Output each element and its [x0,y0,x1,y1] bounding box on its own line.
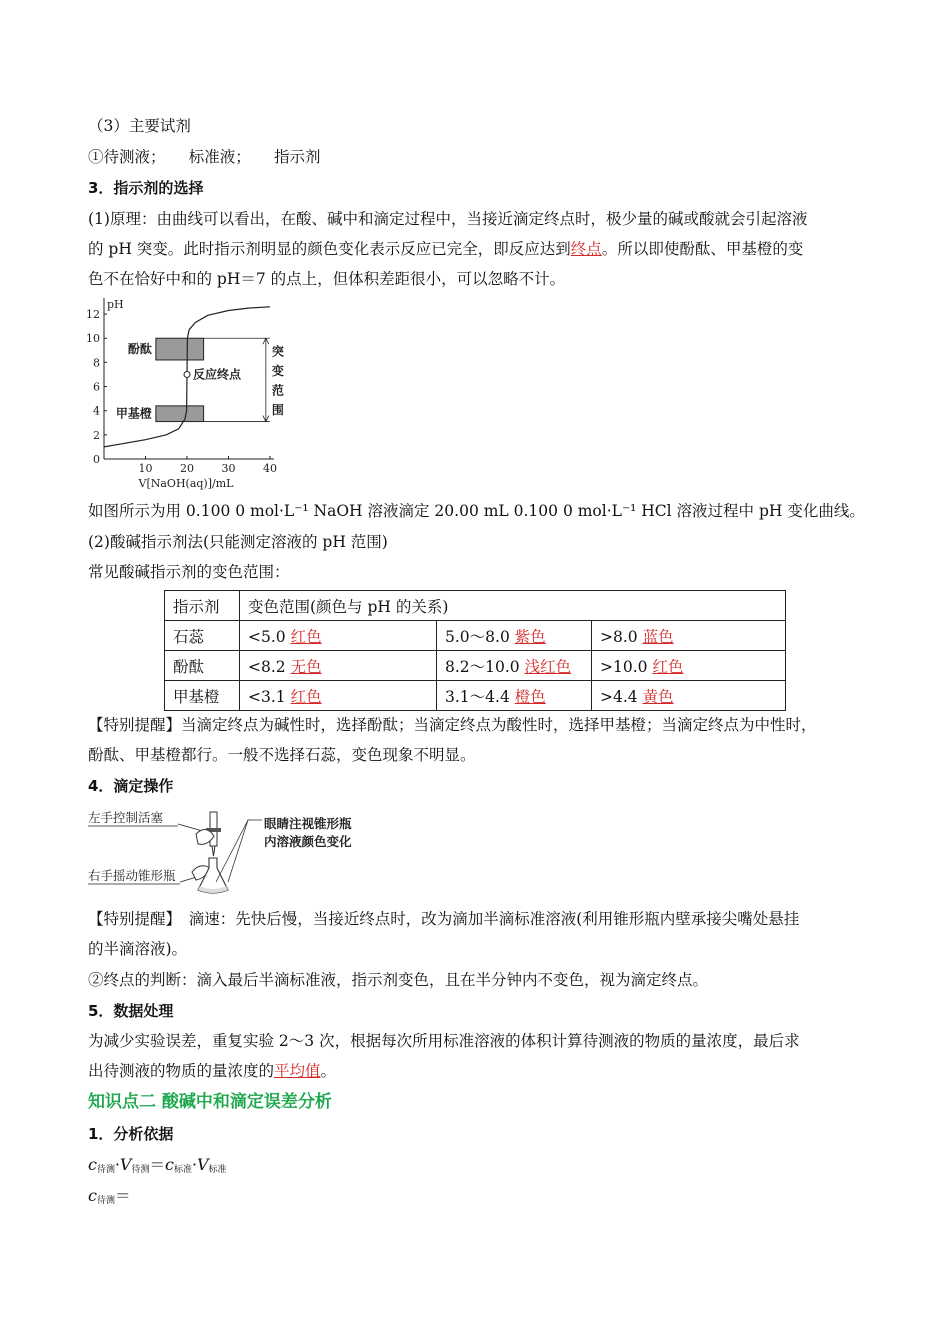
principle-line-3: 色不在恰好中和的 pH＝7 的点上，但体积差距很小，可以忽略不计。 [88,270,566,288]
y-tick-label: 10 [86,332,100,346]
table-row [165,651,786,681]
endpoint-judgement: ②终点的判断：滴入最后半滴标准液，指示剂变色，且在半分钟内不变色，视为滴定终点。 [88,971,709,989]
left-hand-label: 左手控制活塞 [88,810,164,825]
principle-line-1: (1)原理：由曲线可以看出，在酸、碱中和滴定过程中，当接近滴定终点时，极少量的碱或酸就会引起溶液 [88,210,808,228]
range-label-char: 围 [271,402,284,417]
indicator-range-box [156,338,204,360]
table-cell: <3.1 红色 [240,681,437,711]
tip-2-line-1: 【特别提醒】 滴速：先快后慢，当接近终点时，改为滴加半滴标准溶液(利用锥形瓶内壁承接尖嘴处悬挂 [88,910,800,928]
right-hand-label: 右手摇动锥形瓶 [88,868,176,883]
section-3-subheading: （3）主要试剂 [88,117,191,135]
table-cell-indicator: 石蕊 [165,621,240,651]
x-axis-label: V[NaOH(aq)]/mL [138,477,234,490]
tip-1-line-2: 酚酞、甲基橙都行。一般不选择石蕊，变色现象不明显。 [88,746,476,764]
section-3-heading: 3．指示剂的选择 [88,179,204,197]
eye-label-line-1: 眼睛注视锥形瓶 [264,816,352,831]
table-header-cell: 指示剂 [165,591,240,621]
table-cell: 8.2～10.0 浅红色 [437,651,592,681]
indicator-box-label: 甲基橙 [115,406,152,421]
principle-endpoint-answer: 终点 [570,240,602,258]
y-tick-label: 6 [93,380,100,394]
table-cell: <8.2 无色 [240,651,437,681]
y-axis-label: pH [107,298,124,311]
reagents-line: ①待测液； 标准液； 指示剂 [88,148,321,166]
x-tick-label: 20 [180,462,194,475]
data-line-2 [88,1060,336,1082]
table-header-row [165,591,786,621]
range-label-char: 变 [271,364,284,379]
table-row [165,681,786,711]
indicator-range-box [156,406,204,422]
x-tick-label: 30 [221,462,236,475]
y-tick-label: 4 [93,404,100,418]
tip-1-line-1: 【特别提醒】当滴定终点为碱性时，选择酚酞；当滴定终点为酸性时，选择甲基橙；当滴定终点为中性时， [88,716,817,734]
eye-label-line-2: 内溶液颜色变化 [264,834,352,849]
titration-curve-chart [86,296,288,490]
method-2-heading: (2)酸碱指示剂法(只能测定溶液的 pH 范围) [88,533,388,551]
table-row [165,621,786,651]
x-tick-label: 40 [263,462,277,475]
section-5-heading: 5．数据处理 [88,1002,174,1020]
table-cell: >4.4 黄色 [592,681,786,711]
average-answer: 平均值 [274,1062,321,1080]
x-tick-label: 10 [138,462,153,475]
table-cell: 3.1～4.4 橙色 [437,681,592,711]
y-tick-label: 2 [93,428,100,442]
data-text-a: 出待测液的物质的量浓度的 [88,1062,275,1080]
tip-2-line-2: 的半滴溶液)。 [88,940,188,958]
endpoint-label: 反应终点 [193,367,242,382]
y-tick-label: 12 [86,308,100,322]
section-1-heading: 1．分析依据 [88,1125,174,1143]
titration-operation-figure [88,806,388,906]
table-cell: >10.0 红色 [592,651,786,681]
table-cell-indicator: 酚酞 [165,651,240,681]
principle-text-b: 。所以即使酚酞、甲基橙的变 [601,240,804,258]
knowledge-point-2-heading: 知识点二 酸碱中和滴定误差分析 [88,1092,332,1112]
indicator-table [164,590,786,711]
table-header-cell: 变色范围(颜色与 pH 的关系) [240,591,786,621]
section-4-heading: 4．滴定操作 [88,777,174,795]
principle-line-2 [88,238,803,260]
principle-text-a: 的 pH 突变。此时指示剂明显的颜色变化表示反应已完全，即反应达到 [88,240,571,258]
formula-line-2: $c_{待测}=$ [88,1186,131,1206]
table-cell-indicator: 甲基橙 [165,681,240,711]
data-line-1: 为减少实验误差，重复实验 2～3 次，根据每次所用标准溶液的体积计算待测液的物质的量浓度，最后求 [88,1032,800,1050]
formula-line-1: $c_{待测}\cdot V_{待测}=c_{标准}\cdot V_{标准}$ [88,1155,227,1175]
range-label-char: 范 [271,383,284,398]
burette-tip-icon [212,846,215,856]
data-text-b: 。 [320,1062,337,1080]
sight-line [228,820,248,882]
range-label-char: 突 [271,344,284,359]
table-cell: >8.0 蓝色 [592,621,786,651]
endpoint-marker [184,371,190,377]
table-cell: 5.0～8.0 紫色 [437,621,592,651]
y-tick-label: 0 [93,453,100,466]
table-cell: <5.0 红色 [240,621,437,651]
figure-caption: 如图所示为用 0.100 0 mol·L⁻¹ NaOH 溶液滴定 20.00 mL 0.100 0 mol·L⁻¹ HCl 溶液过程中 pH 变化曲线。 [88,502,865,520]
indicator-box-label: 酚酞 [127,342,152,357]
y-tick-label: 8 [93,356,100,370]
common-range-label: 常见酸碱指示剂的变色范围： [88,563,290,581]
